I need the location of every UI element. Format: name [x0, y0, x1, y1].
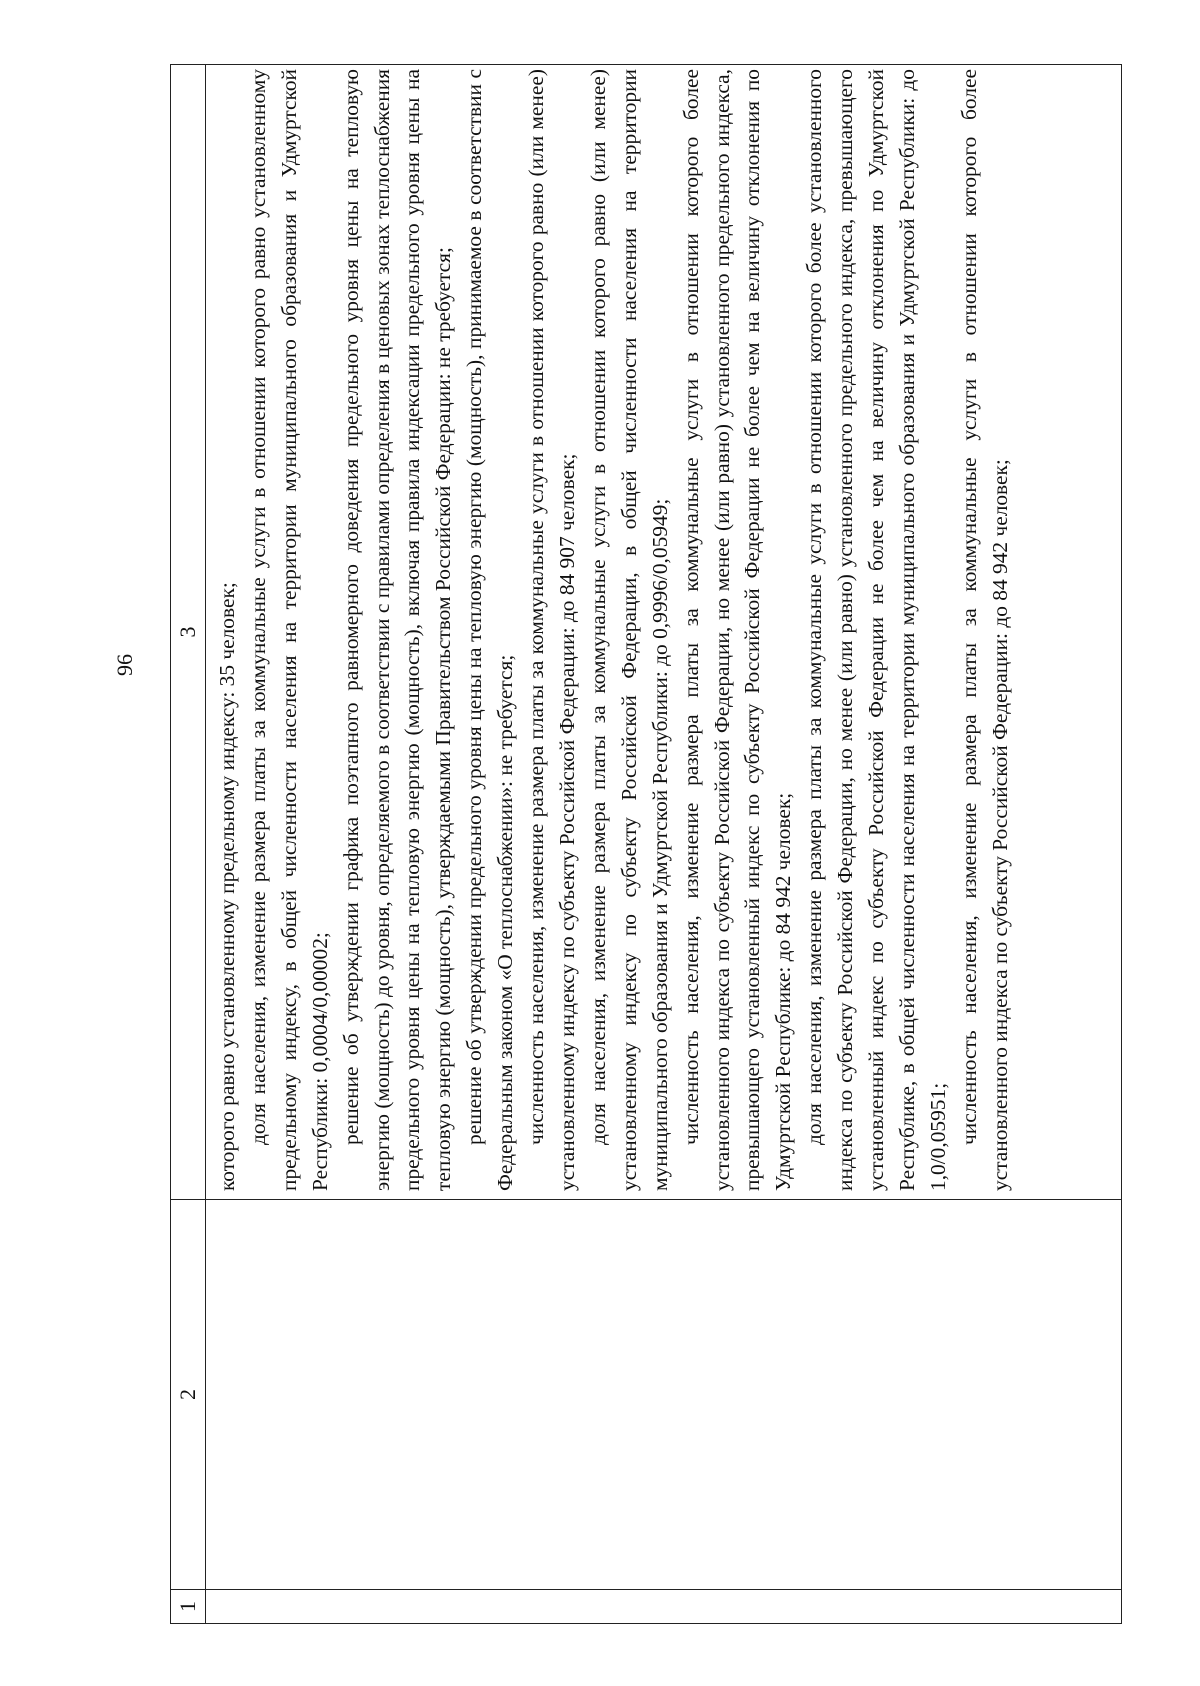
table-row [206, 65, 1122, 1624]
paragraph: численность населения, изменение размера платы за коммунальные услуги в отношении которого равно (или менее) установленному индексу по субъекту Российской Федерации: до 84 907 человек; [524, 69, 579, 1191]
cell-col-2 [206, 1200, 1122, 1590]
paragraph: которого равно установленному предельному индексу: 35 человек; [215, 582, 239, 1191]
column-header-1: 1 [171, 1590, 206, 1624]
page-number: 96 [112, 654, 137, 676]
cell-col-1 [206, 1590, 1122, 1624]
cell-content [206, 65, 1016, 1199]
cell-col-3 [206, 65, 1122, 1200]
column-header-3: 3 [171, 65, 206, 1200]
paragraph: доля населения, изменение размера платы за коммунальные услуги в отношении которого более установленного индекса по субъекту Российской Федерации, но менее (или равно) установленного предельного индекса, превышающего установленный индекс по субъекту Российской Федерации не более чем на величину отклонения по Удмуртской Республике, в общей численности населения на территории муниципального образования и Удмуртской Республики: до 1,0/0,05951; [802, 69, 950, 1191]
paragraph: доля населения, изменение размера платы за коммунальные услуги в отношении которого равно установленному предельному индексу, в общей численности населения на территории муниципального образования и Удмуртской Республики: 0,0004/0,00002; [245, 69, 332, 1191]
paragraph: решение об утверждении предельного уровня цены на тепловую энергию (мощность), принимаемое в соответствии с Федеральным законом «О теплоснабжении»: не требуется; [462, 69, 518, 1191]
column-header-2: 2 [171, 1200, 206, 1590]
table-header-row [171, 65, 206, 1624]
paragraph: численность населения, изменение размера платы за коммунальные услуги в отношении которого более установленного индекса по субъекту Российской Федерации, но менее (или равно) установленного предельного индекса, превышающего установленный индекс по субъекту Российской Федерации не более чем на величину отклонения по Удмуртской Республике: до 84 942 человек; [678, 69, 796, 1191]
paragraph: доля населения, изменение размера платы за коммунальные услуги в отношении которого равно (или менее) установленному индексу по субъекту Российской Федерации, в общей численности населения на территории муниципального образования и Удмуртской Республики: до 0,9996/0,05949; [585, 69, 672, 1191]
paragraph: численность населения, изменение размера платы за коммунальные услуги в отношении которого более установленного индекса по субъекту Российской Федерации: до 84 942 человек; [956, 69, 1012, 1191]
paragraph: решение об утверждении графика поэтапного равномерного доведения предельного уровня цены на тепловую энергию (мощность) до уровня, определяемого в соответствии с правилами определения в ценовых зонах теплоснабжения предельного уровня цены на тепловую энергию (мощность), включая правила индексации предельного уровня цены на тепловую энергию (мощность), утверждаемыми Правительством Российской Федерации: не требуется; [338, 69, 456, 1191]
document-table [170, 64, 1122, 1624]
